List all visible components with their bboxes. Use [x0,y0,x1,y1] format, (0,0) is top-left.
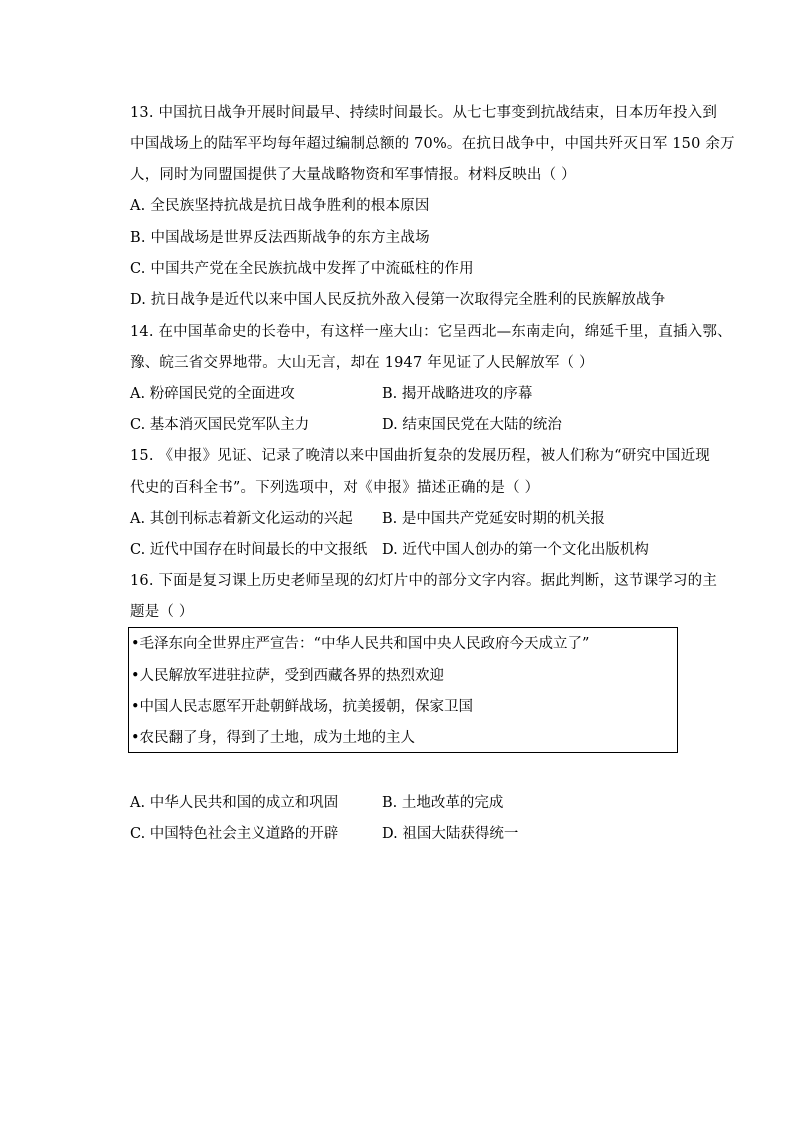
question-13-line-2: 中国战场上的陆军平均每年超过编制总额的 70%。在抗日战争中，中国共歼灭日军 150 余万 [130,136,735,152]
question-13-option-c: C. 中国共产党在全民族抗战中发挥了中流砥柱的作用 [130,261,474,277]
question-13-line-3: 人，同时为同盟国提供了大量战略物资和军事情报。材料反映出（ ） [130,167,576,183]
slide-item-4: •农民翻了身，得到了土地，成为土地的主人 [131,730,416,746]
question-14-option-d: D. 结束国民党在大陆的统治 [382,417,562,433]
slide-item-2: •人民解放军进驻拉萨，受到西藏各界的热烈欢迎 [131,668,445,684]
question-13-option-d: D. 抗日战争是近代以来中国人民反抗外敌入侵第一次取得完全胜利的民族解放战争 [130,292,666,308]
slide-item-1: •毛泽东向全世界庄严宣告：“中华人民共和国中央人民政府今天成立了” [131,636,590,652]
question-14-option-c: C. 基本消灭国民党军队主力 [130,417,310,433]
slide-text-box [128,627,678,753]
question-16-line-1: 16. 下面是复习课上历史老师呈现的幻灯片中的部分文字内容。据此判断，这节课学习的主 [130,573,718,589]
question-16-option-b: B. 土地改革的完成 [382,795,504,811]
question-16-option-d: D. 祖国大陆获得统一 [382,826,519,842]
question-13-option-a: A. 全民族坚持抗战是抗日战争胜利的根本原因 [130,198,430,214]
question-15-line-2: 代史的百科全书”。下列选项中，对《申报》描述正确的是（ ） [130,480,540,496]
question-13-line-1: 13. 中国抗日战争开展时间最早、持续时间最长。从七七事变到抗战结束，日本历年投入到 [130,105,718,121]
question-15-option-c: C. 近代中国存在时间最长的中文报纸 [130,542,368,558]
question-14-option-b: B. 揭开战略进攻的序幕 [382,386,533,402]
question-16-option-c: C. 中国特色社会主义道路的开辟 [130,826,339,842]
question-15-option-a: A. 其创刊标志着新文化运动的兴起 [130,511,353,527]
question-15-option-d: D. 近代中国人创办的第一个文化出版机构 [382,542,649,558]
question-14-line-1: 14. 在中国革命史的长卷中，有这样一座大山：它呈西北—东南走向，绵延千里，直插入鄂、 [130,324,732,340]
slide-item-3: •中国人民志愿军开赴朝鲜战场，抗美援朝，保家卫国 [131,699,474,715]
question-15-line-1: 15. 《申报》见证、记录了晚清以来中国曲折复杂的发展历程，被人们称为“研究中国近现 [130,448,710,464]
question-14-option-a: A. 粉碎国民党的全面进攻 [130,386,295,402]
question-15-option-b: B. 是中国共产党延安时期的机关报 [382,511,605,527]
question-14-line-2: 豫、皖三省交界地带。大山无言，却在 1947 年见证了人民解放军（ ） [130,355,594,371]
question-13-option-b: B. 中国战场是世界反法西斯战争的东方主战场 [130,230,430,246]
question-16-line-2: 题是（ ） [130,604,194,620]
question-16-option-a: A. 中华人民共和国的成立和巩固 [130,795,339,811]
